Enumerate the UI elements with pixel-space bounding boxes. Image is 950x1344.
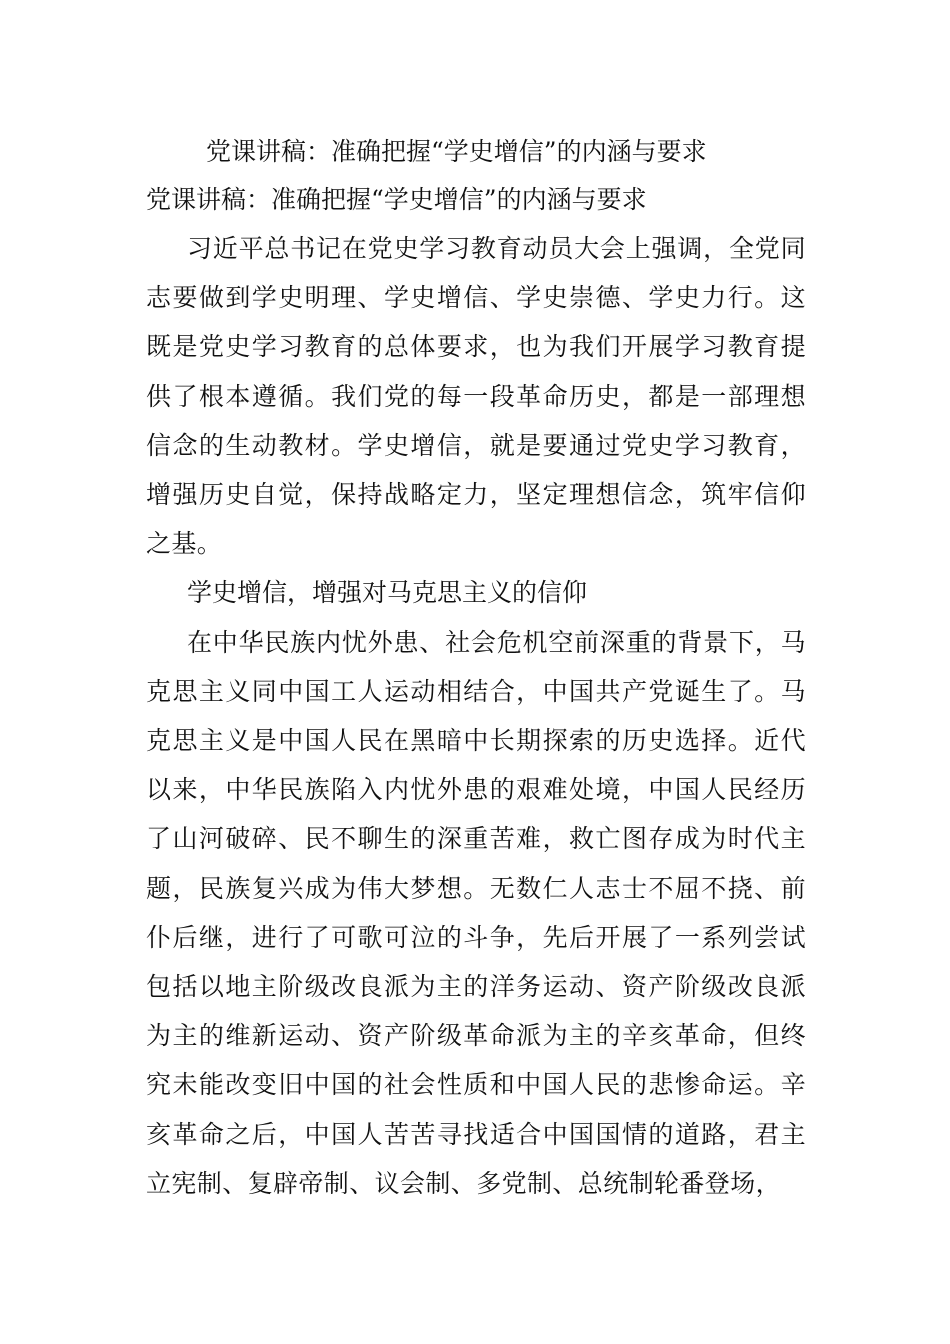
section-subheading: 学史增信，增强对马克思主义的信仰: [187, 578, 588, 608]
document-page: [146, 128, 806, 1208]
document-title-repeat: 党课讲稿：准确把握“学史增信”的内涵与要求: [146, 185, 647, 214]
paragraph-marxism: 在中华民族内忧外患、社会危机空前深重的背景下，马克思主义同中国工人运动相结合，中国共产党诞生了。马克思主义是中国人民在黑暗中长期探索的历史选择。近代以来，中华民族陷入内忧外患的艰难处境，中国人民经历了山河破碎、民不聊生的深重苦难，救亡图存成为时代主题，民族复兴成为伟大梦想。无数仁人志士不屈不挠、前仆后继，进行了可歌可泣的斗争，先后开展了一系列尝试包括以地主阶级改良派为主的洋务运动、资产阶级改良派为主的维新运动、资产阶级革命派为主的辛亥革命，但终究未能改变旧中国的社会性质和中国人民的悲惨命运。辛亥革命之后，中国人苦苦寻找适合中国国情的道路，君主立宪制、复辟帝制、议会制、多党制、总统制轮番登场，: [146, 627, 806, 1198]
document-title: 党课讲稿：准确把握“学史增信”的内涵与要求: [206, 137, 707, 166]
paragraph-intro: 习近平总书记在党史学习教育动员大会上强调，全党同志要做到学史明理、学史增信、学史崇德、学史力行。这既是党史学习教育的总体要求，也为我们开展学习教育提供了根本遵循。我们党的每一段革命历史，都是一部理想信念的生动教材。学史增信，就是要通过党史学习教育，增强历史自觉，保持战略定力，坚定理想信念，筑牢信仰之基。: [146, 234, 806, 559]
